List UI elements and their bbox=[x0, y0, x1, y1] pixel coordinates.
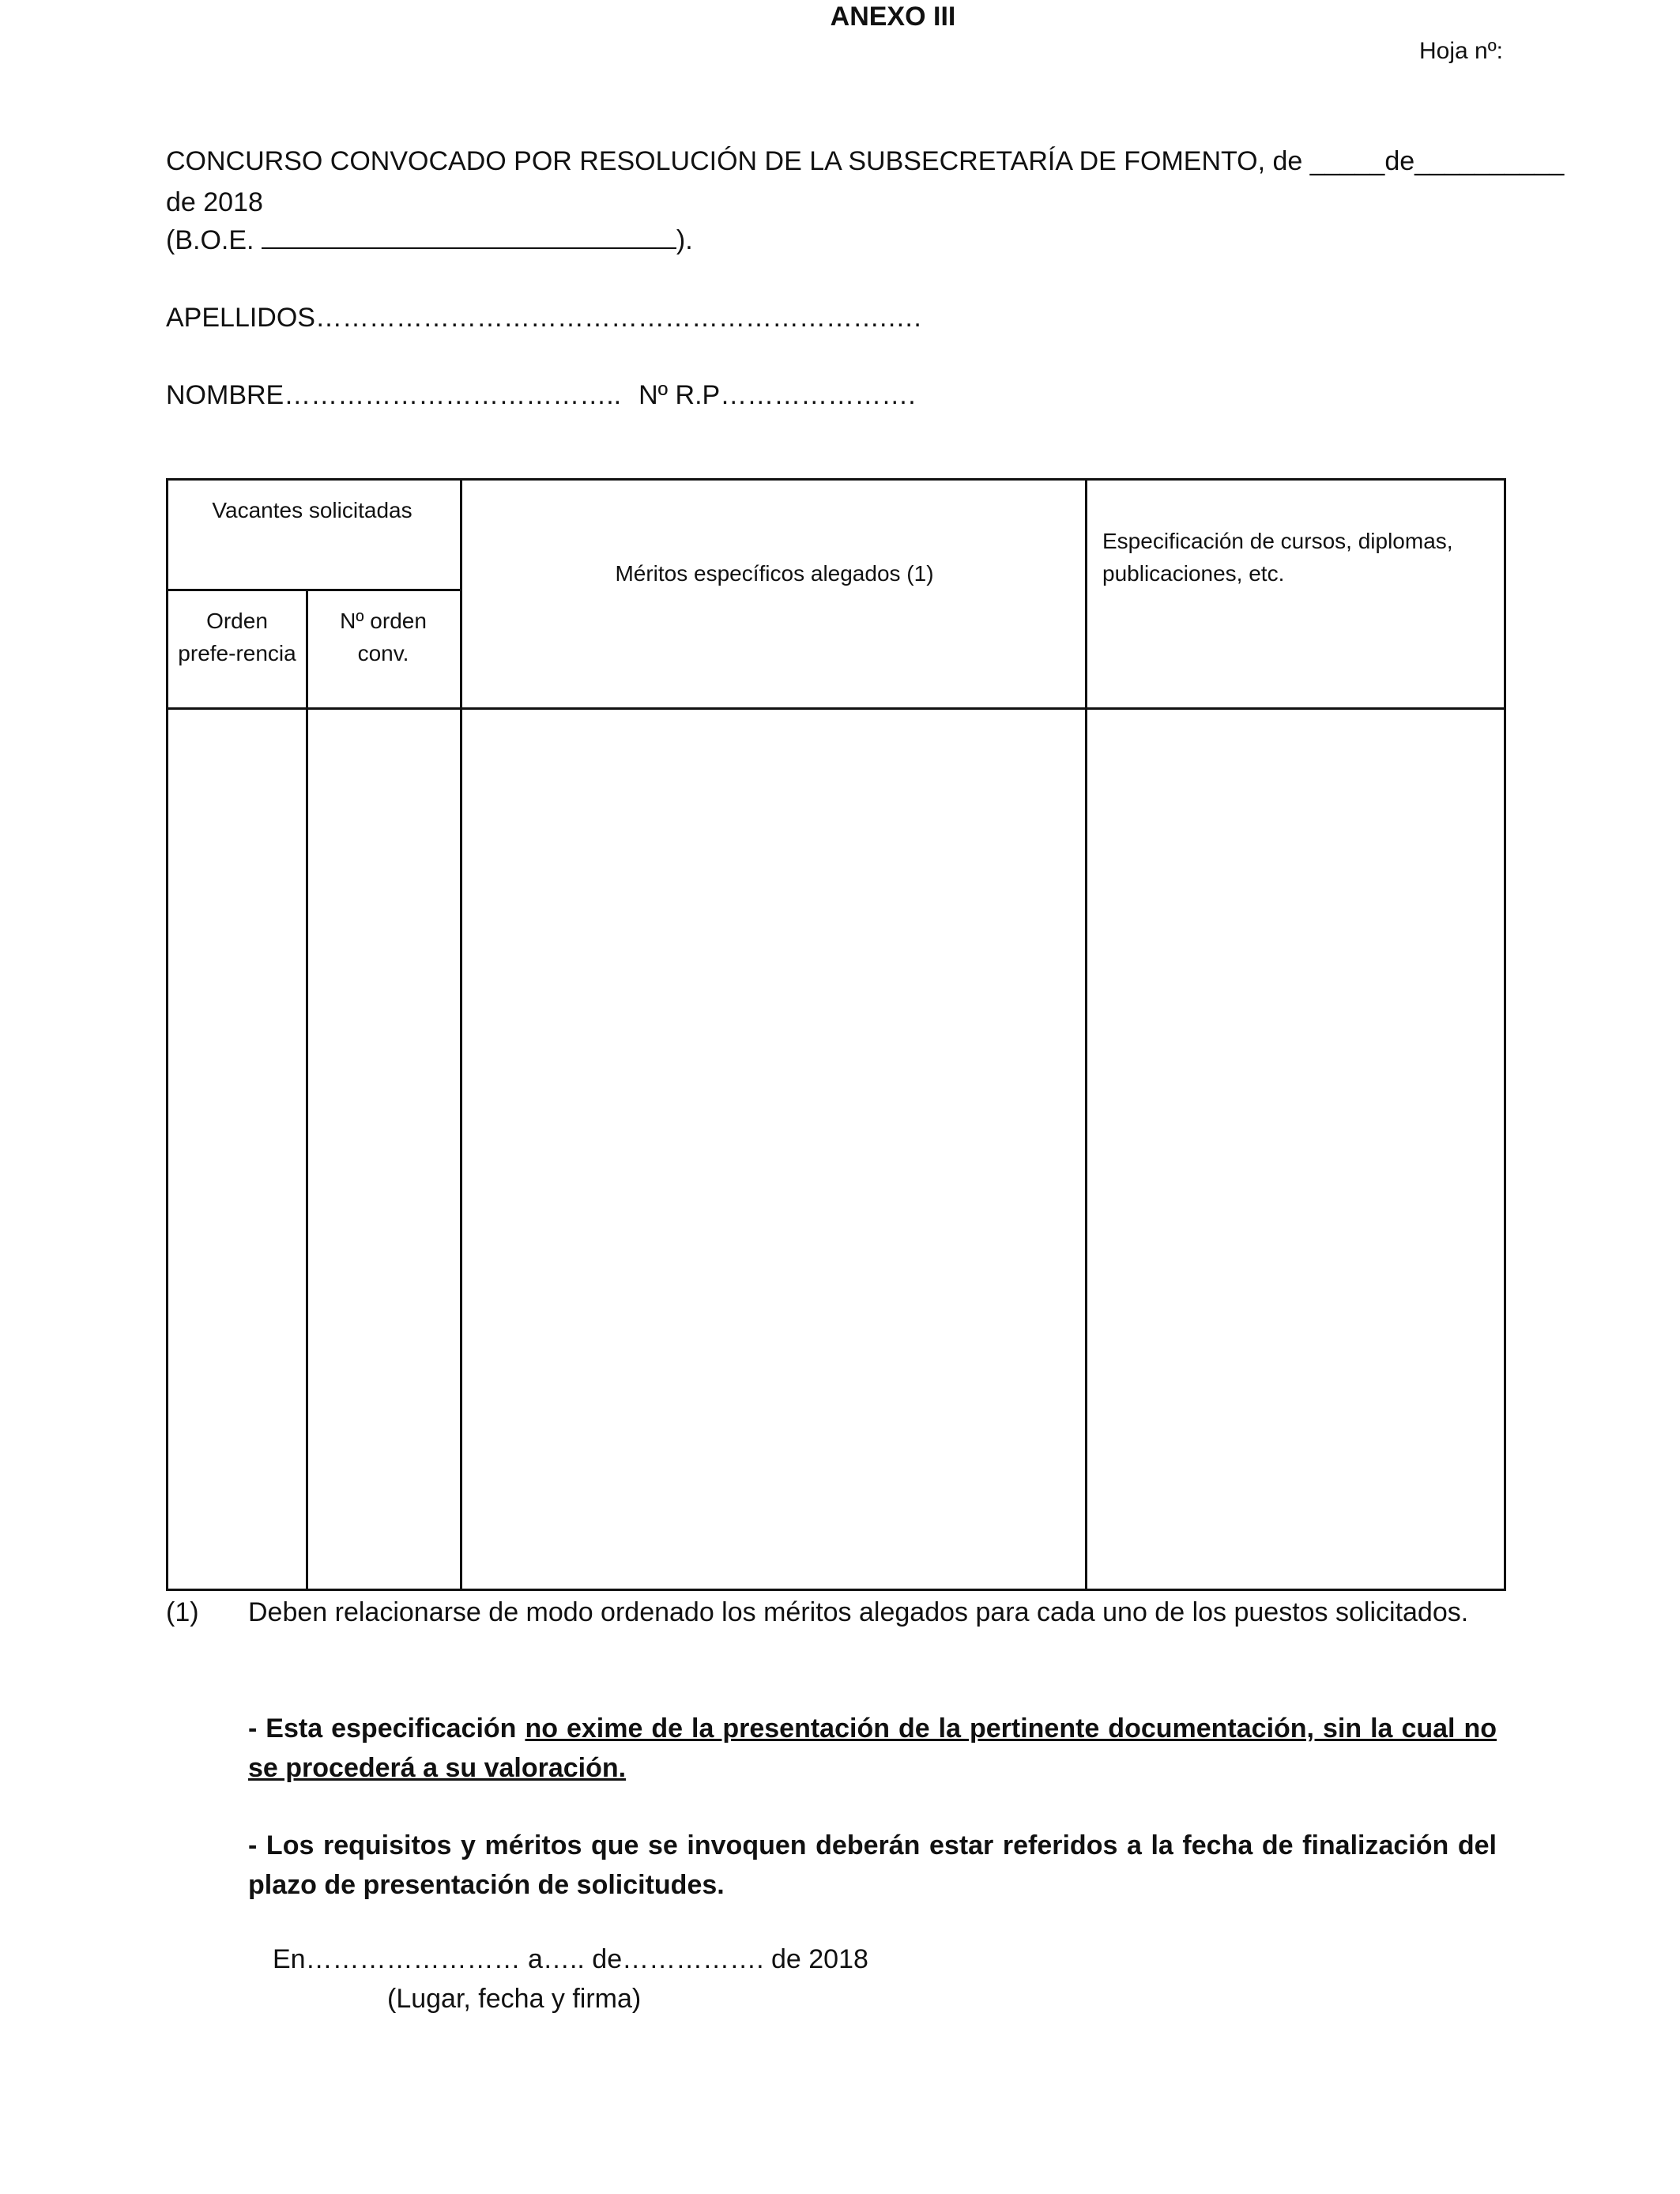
apellidos-field[interactable]: APELLIDOS……………………………………………………….…. bbox=[166, 303, 921, 333]
nombre-row bbox=[166, 380, 916, 411]
boe-prefix: (B.O.E. bbox=[166, 225, 262, 255]
note-requirements: - Los requisitos y méritos que se invoquen deberán estar referidos a la fecha de finalización del plazo de presentación de solicitudes. bbox=[248, 1830, 1497, 1900]
note-documentation-underlined: no exime de la presentación de la pertinente documentación, sin la cual no se procederá a su valoración. bbox=[248, 1713, 1497, 1783]
note-documentation-prefix: - Esta especificación bbox=[248, 1713, 525, 1744]
especificacion-cell[interactable] bbox=[1087, 710, 1504, 1589]
table-top-border bbox=[166, 478, 1506, 481]
note-documentation bbox=[248, 1709, 1497, 1788]
numero-orden-header: Nº orden conv. bbox=[340, 609, 427, 665]
boe-suffix: ). bbox=[676, 225, 693, 255]
meritos-cell[interactable] bbox=[462, 710, 1085, 1589]
convocatoria-line: CONCURSO CONVOCADO POR RESOLUCIÓN DE LA SUBSECRETARÍA DE FOMENTO, de _____de__________ bbox=[166, 146, 1565, 176]
meritos-header: Méritos específicos alegados (1) bbox=[615, 561, 934, 586]
numero-orden-cell[interactable] bbox=[308, 710, 460, 1589]
sheet-number-label: Hoja nº: bbox=[1418, 38, 1503, 64]
orden-preferencia-header: Orden prefe-rencia bbox=[178, 609, 296, 665]
vacantes-header: Vacantes solicitadas bbox=[212, 498, 412, 522]
orden-preferencia-cell[interactable] bbox=[168, 710, 306, 1589]
table-bottom-border bbox=[166, 1589, 1506, 1591]
nombre-field[interactable]: NOMBRE……………………………….. bbox=[166, 380, 622, 410]
boe-line bbox=[166, 225, 693, 256]
footnote-text: Deben relacionarse de modo ordenado los méritos alegados para cada uno de los puestos solicitados. bbox=[248, 1597, 1469, 1627]
row-separator bbox=[166, 589, 462, 591]
signature-caption: (Lugar, fecha y firma) bbox=[387, 1984, 642, 2014]
boe-field[interactable] bbox=[262, 247, 676, 249]
page-title: ANEXO III bbox=[830, 2, 956, 32]
place-date-line[interactable]: En…………………… a….. de……………. de 2018 bbox=[273, 1944, 868, 1974]
convocatoria-year: de 2018 bbox=[166, 187, 263, 217]
table-right-border bbox=[1504, 478, 1506, 1591]
especificacion-header: Especificación de cursos, diplomas, publicaciones, etc. bbox=[1102, 529, 1453, 586]
footnote-marker: (1) bbox=[166, 1597, 199, 1627]
nrp-field[interactable]: Nº R.P…………………. bbox=[638, 380, 916, 410]
